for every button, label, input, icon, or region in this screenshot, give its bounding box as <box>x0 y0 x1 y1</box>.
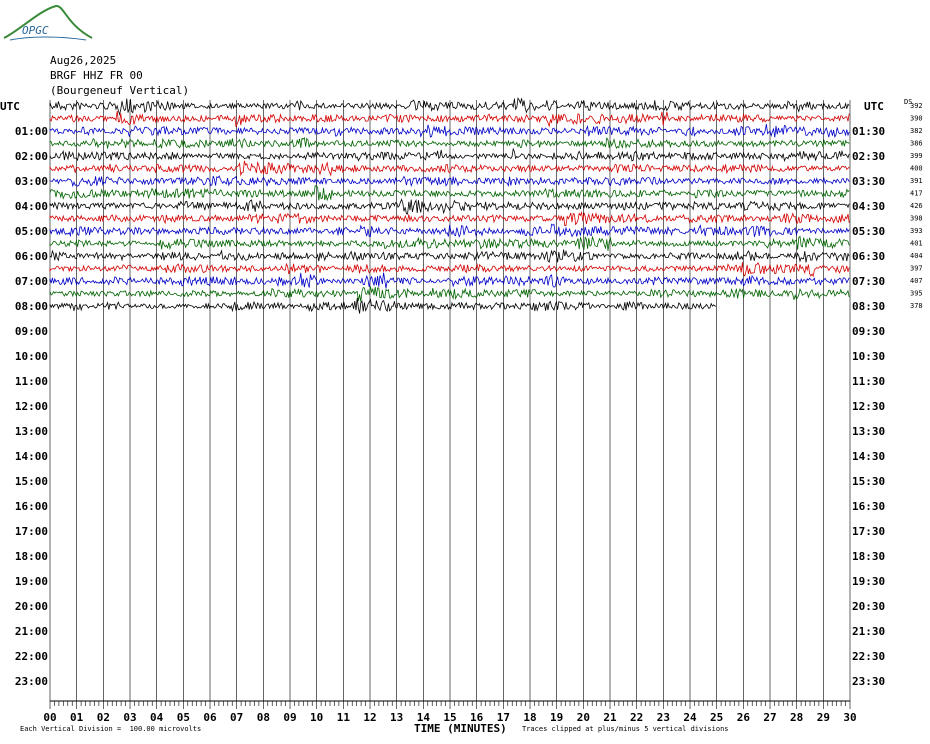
right-hour-label: 01:30 <box>852 125 886 138</box>
x-tick-label: 16 <box>470 711 484 724</box>
right-hour-label: 13:30 <box>852 425 886 438</box>
x-tick-label: 25 <box>710 711 724 724</box>
right-hour-label: 08:30 <box>852 300 886 313</box>
x-tick-label: 22 <box>630 711 644 724</box>
trace-value-label: 399 <box>910 152 923 160</box>
x-tick-label: 21 <box>603 711 617 724</box>
trace-value-label: 390 <box>910 114 923 123</box>
station-name: (Bourgeneuf Vertical) <box>50 84 190 97</box>
x-tick-label: 30 <box>843 711 857 724</box>
x-axis-title: TIME (MINUTES) <box>414 722 507 735</box>
trace-value-label: 382 <box>910 127 923 135</box>
x-tick-label: 20 <box>576 711 590 724</box>
x-tick-label: 10 <box>310 711 324 724</box>
left-hour-label: 11:00 <box>14 375 48 388</box>
trace-2 <box>50 111 849 127</box>
left-hour-label: 03:00 <box>14 175 48 188</box>
x-tick-label: 03 <box>123 711 137 724</box>
trace-value-label: 378 <box>910 302 923 310</box>
x-tick-label: 11 <box>336 711 350 724</box>
left-hour-label: 23:00 <box>14 675 48 688</box>
x-tick-label: 12 <box>363 711 377 724</box>
trace-8 <box>50 186 849 201</box>
left-hour-label: 04:00 <box>14 200 48 213</box>
trace-value-label: 426 <box>910 202 923 210</box>
left-hour-label: 08:00 <box>14 300 48 313</box>
x-tick-label: 28 <box>790 711 804 724</box>
trace-value-label: 404 <box>910 252 923 260</box>
right-hour-label: 04:30 <box>852 200 886 213</box>
trace-11 <box>50 224 849 237</box>
left-hour-label: 12:00 <box>14 400 48 413</box>
left-hour-label: 05:00 <box>14 225 48 238</box>
station-code: BRGF HHZ FR 00 <box>50 69 143 82</box>
trace-value-label: 401 <box>910 239 923 248</box>
right-hour-label: 06:30 <box>852 250 886 263</box>
x-tick-label: 14 <box>416 711 430 724</box>
x-tick-label: 05 <box>176 711 190 724</box>
trace-value-label: 417 <box>910 189 923 198</box>
x-tick-label: 19 <box>550 711 564 724</box>
minute-gridlines <box>50 100 850 701</box>
trace-17 <box>50 298 716 314</box>
right-hour-label: 18:30 <box>852 550 886 563</box>
left-hour-label: 22:00 <box>14 650 48 663</box>
trace-value-label: 397 <box>910 264 923 273</box>
x-tick-label: 15 <box>443 711 457 724</box>
x-tick-label: 27 <box>763 711 777 724</box>
trace-10 <box>50 212 849 225</box>
x-axis-ticks <box>50 701 850 709</box>
right-hour-label: 12:30 <box>852 400 886 413</box>
right-utc-label: UTC <box>864 100 884 113</box>
right-hour-label: 11:30 <box>852 375 886 388</box>
right-hour-label: 10:30 <box>852 350 886 363</box>
x-tick-label: 09 <box>283 711 297 724</box>
x-tick-label: 23 <box>656 711 670 724</box>
trace-7 <box>50 176 849 186</box>
left-hour-label: 13:00 <box>14 425 48 438</box>
trace-value-label: 407 <box>910 277 923 285</box>
trace-13 <box>50 250 849 263</box>
right-hour-label: 21:30 <box>852 625 886 638</box>
right-hour-label: 14:30 <box>852 450 886 463</box>
x-tick-label: 18 <box>523 711 537 724</box>
clip-note: Traces clipped at plus/minus 5 vertical divisions <box>522 725 729 733</box>
left-hour-label: 20:00 <box>14 600 48 613</box>
trace-1 <box>50 98 849 114</box>
left-hour-label: 14:00 <box>14 450 48 463</box>
record-date: Aug26,2025 <box>50 54 117 67</box>
right-hour-label: 23:30 <box>852 675 886 688</box>
trace-6 <box>50 161 849 175</box>
trace-12 <box>50 236 849 250</box>
x-tick-label: 06 <box>203 711 217 724</box>
x-tick-label: 17 <box>496 711 510 724</box>
x-tick-label: 01 <box>70 711 84 724</box>
right-hour-label: 22:30 <box>852 650 886 663</box>
right-hour-label: 05:30 <box>852 225 886 238</box>
trace-3 <box>50 124 849 137</box>
x-tick-label: 00 <box>43 711 57 724</box>
left-hour-label: 10:00 <box>14 350 48 363</box>
x-tick-label: 26 <box>736 711 750 724</box>
left-hour-label: 01:00 <box>14 125 48 138</box>
right-hour-label: 02:30 <box>852 150 886 163</box>
trace-value-label: 398 <box>910 214 923 223</box>
x-tick-label: 08 <box>256 711 270 724</box>
trace-value-label: 391 <box>910 177 923 185</box>
left-hour-label: 15:00 <box>14 475 48 488</box>
x-tick-label: 07 <box>230 711 244 724</box>
trace-5 <box>50 149 849 161</box>
trace-value-label: 400 <box>910 164 923 173</box>
right-hour-label: 15:30 <box>852 475 886 488</box>
left-hour-label: 07:00 <box>14 275 48 288</box>
left-hour-label: 18:00 <box>14 550 48 563</box>
right-hour-label: 17:30 <box>852 525 886 538</box>
trace-value-label: 395 <box>910 289 923 298</box>
right-hour-label: 03:30 <box>852 175 886 188</box>
logo-text: OPGC <box>22 24 49 37</box>
axis-labels <box>15 102 923 724</box>
trace-value-label: 386 <box>910 139 923 148</box>
x-tick-label: 29 <box>816 711 830 724</box>
scale-note: Each Vertical Division = 100.00 microvolts <box>20 725 202 733</box>
x-tick-label: 13 <box>390 711 404 724</box>
right-hour-label: 09:30 <box>852 325 886 338</box>
left-hour-label: 21:00 <box>14 625 48 638</box>
trace-15 <box>50 273 849 289</box>
trace-4 <box>50 138 849 149</box>
left-utc-label: UTC <box>0 100 20 113</box>
left-hour-label: 06:00 <box>14 250 48 263</box>
x-tick-label: 24 <box>683 711 697 724</box>
left-hour-label: 09:00 <box>14 325 48 338</box>
left-hour-label: 19:00 <box>14 575 48 588</box>
ds-label: DS <box>904 98 913 106</box>
trace-16 <box>50 287 849 302</box>
x-tick-label: 04 <box>150 711 164 724</box>
right-hour-label: 07:30 <box>852 275 886 288</box>
right-hour-label: 20:30 <box>852 600 886 613</box>
trace-value-label: 393 <box>910 227 923 235</box>
trace-14 <box>50 262 849 276</box>
x-tick-label: 02 <box>96 711 110 724</box>
left-hour-label: 17:00 <box>14 525 48 538</box>
trace-9 <box>50 199 849 214</box>
left-hour-label: 16:00 <box>14 500 48 513</box>
trace-value-label: 392 <box>910 102 923 110</box>
seismic-traces <box>50 98 849 313</box>
right-hour-label: 19:30 <box>852 575 886 588</box>
right-hour-label: 16:30 <box>852 500 886 513</box>
left-hour-label: 02:00 <box>14 150 48 163</box>
